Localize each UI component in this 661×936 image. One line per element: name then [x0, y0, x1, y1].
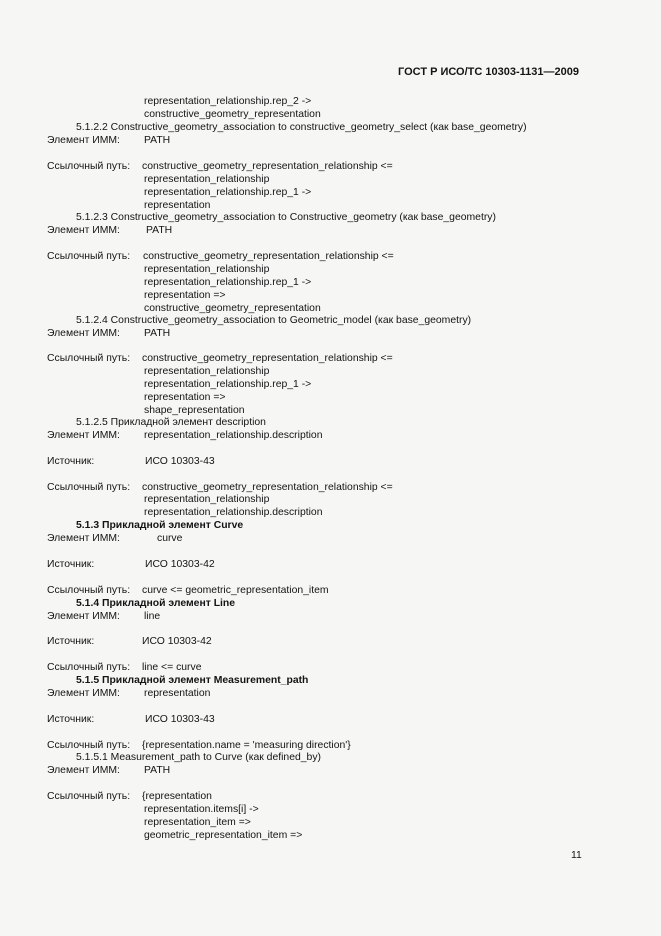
ref-path-label: Ссылочный путь: — [47, 662, 131, 673]
aim-element-label: Элемент ИММ: — [47, 225, 120, 236]
path-line: representation.items[i] -> — [144, 804, 259, 815]
ref-path-label: Ссылочный путь: — [47, 353, 131, 364]
section-heading-5-1-2-5: 5.1.2.5 Прикладной элемент description — [76, 417, 266, 428]
aim-element-label: Элемент ИММ: — [47, 430, 120, 441]
section-heading-5-1-2-2: 5.1.2.2 Constructive_geometry_association to constructive_geometry_select (как base_geometry) — [76, 122, 527, 133]
path-line: representation — [144, 200, 211, 211]
path-line: representation_item => — [144, 817, 251, 828]
aim-element-value: representation_relationship.description — [144, 430, 323, 441]
ref-path-label: Ссылочный путь: — [47, 791, 131, 802]
path-line: {representation — [142, 791, 212, 802]
aim-element-value: line — [144, 611, 161, 622]
section-heading-5-1-3: 5.1.3 Прикладной элемент Curve — [76, 520, 244, 531]
path-line: representation_relationship — [144, 494, 270, 505]
aim-element-value: PATH — [144, 765, 171, 776]
source-label: Источник: — [47, 456, 95, 467]
document-header: ГОСТ Р ИСО/ТС 10303-1131—2009 — [398, 66, 579, 78]
ref-path-label: Ссылочный путь: — [47, 585, 131, 596]
path-line: representation_relationship — [144, 366, 270, 377]
source-label: Источник: — [47, 636, 95, 647]
aim-element-value: PATH — [146, 225, 173, 236]
aim-element-value: PATH — [144, 328, 171, 339]
aim-element-value: representation — [144, 688, 211, 699]
path-line: shape_representation — [144, 405, 245, 416]
ref-path-label: Ссылочный путь: — [47, 161, 131, 172]
path-line: representation_relationship — [144, 174, 270, 185]
page-number: 11 — [571, 850, 582, 861]
section-heading-5-1-5: 5.1.5 Прикладной элемент Measurement_path — [76, 675, 309, 686]
source-label: Источник: — [47, 559, 95, 570]
path-line: line <= curve — [142, 662, 202, 673]
aim-element-label: Элемент ИММ: — [47, 135, 120, 146]
path-line: representation_relationship.rep_2 -> — [144, 96, 312, 107]
path-line: representation => — [144, 290, 226, 301]
path-line: constructive_geometry_representation_relationship <= — [142, 353, 393, 364]
section-heading-5-1-5-1: 5.1.5.1 Measurement_path to Curve (как defined_by) — [76, 752, 321, 763]
aim-element-label: Элемент ИММ: — [47, 765, 120, 776]
path-line: representation_relationship.rep_1 -> — [144, 187, 312, 198]
ref-path-label: Ссылочный путь: — [47, 740, 131, 751]
aim-element-label: Элемент ИММ: — [47, 688, 120, 699]
path-line: representation_relationship.rep_1 -> — [144, 379, 312, 390]
path-line: curve <= geometric_representation_item — [142, 585, 329, 596]
ref-path-label: Ссылочный путь: — [47, 251, 131, 262]
section-heading-5-1-2-4: 5.1.2.4 Constructive_geometry_association to Geometric_model (как base_geometry) — [76, 315, 472, 326]
ref-path-label: Ссылочный путь: — [47, 482, 131, 493]
section-heading-5-1-4: 5.1.4 Прикладной элемент Line — [76, 598, 236, 609]
source-value: ИСО 10303-43 — [145, 456, 215, 467]
path-line: representation_relationship — [144, 264, 270, 275]
path-line: {representation.name = 'measuring direction'} — [142, 740, 351, 751]
path-line: constructive_geometry_representation — [144, 109, 321, 120]
aim-element-label: Элемент ИММ: — [47, 328, 120, 339]
path-line: constructive_geometry_representation_relationship <= — [143, 251, 394, 262]
source-label: Источник: — [47, 714, 95, 725]
path-line: geometric_representation_item => — [144, 830, 303, 841]
path-line: representation => — [144, 392, 226, 403]
source-value: ИСО 10303-42 — [145, 559, 215, 570]
path-line: constructive_geometry_representation_relationship <= — [142, 161, 393, 172]
path-line: constructive_geometry_representation_relationship <= — [142, 482, 393, 493]
source-value: ИСО 10303-42 — [142, 636, 212, 647]
section-heading-5-1-2-3: 5.1.2.3 Constructive_geometry_association to Constructive_geometry (как base_geometry) — [76, 212, 496, 223]
aim-element-label: Элемент ИММ: — [47, 533, 120, 544]
aim-element-label: Элемент ИММ: — [47, 611, 120, 622]
source-value: ИСО 10303-43 — [145, 714, 215, 725]
aim-element-value: curve — [157, 533, 183, 544]
path-line: representation_relationship.description — [144, 507, 323, 518]
path-line: constructive_geometry_representation — [144, 303, 321, 314]
aim-element-value: PATH — [144, 135, 171, 146]
path-line: representation_relationship.rep_1 -> — [144, 277, 312, 288]
